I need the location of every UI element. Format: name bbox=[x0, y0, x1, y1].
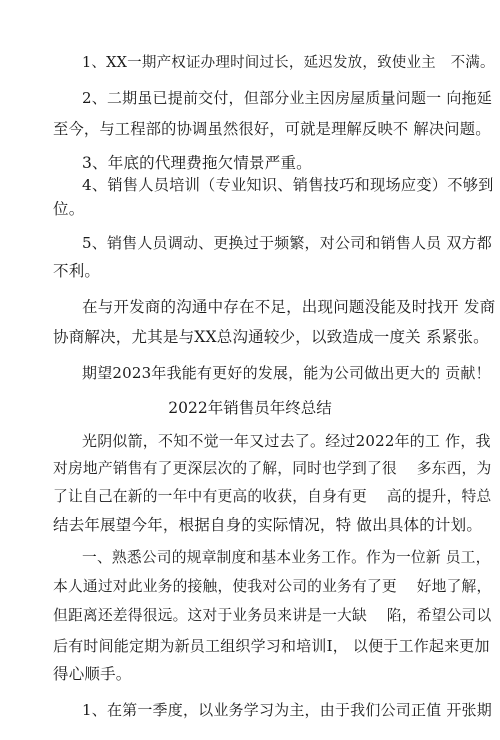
part-one-line-3: 但距离还差得很远。这对于业务员来讲是一大缺 陷，希望公司以 bbox=[53, 607, 492, 624]
issue-3-line: 3、年底的代理费拖欠情景严重。 bbox=[82, 154, 312, 172]
issue-1-line: 1、XX一期产权证办理时间过长，延迟发放，致使业主 不满。 bbox=[82, 55, 495, 71]
part-one-line-2: 本人通过对此业务的接触，使我对公司的业务有了更 好地了解， bbox=[53, 578, 492, 595]
intro-line-1: 光阴似箭，不知不觉一年又过去了。经过2022年的工 作，我 bbox=[82, 432, 491, 450]
part-one-line-4: 后有时间能定期为新员工组织学习和培训I， 以便于工作起来更加 bbox=[53, 637, 490, 655]
part-one-line-1: 一、熟悉公司的规章制度和基本业务工作。作为一位新 员工， bbox=[82, 549, 491, 566]
hope-line: 期望2023年我能有更好的发展，能为公司做出更大的 贡献！ bbox=[82, 364, 491, 382]
intro-line-3: 了让自己在新的一年中有更高的收获，自身有更 高的提升，特总 bbox=[53, 488, 492, 505]
issue-4-line-2: 位。 bbox=[53, 200, 85, 218]
intro-line-2: 对房地产销售有了更深层次的了解，同时也学到了很 多东西，为 bbox=[53, 460, 492, 477]
intro-line-4: 结去年展望今年，根据自身的实际情况，特 做出具体的计划。 bbox=[53, 516, 483, 534]
issue-5-line-1: 5、销售人员调动、更换过于频繁，对公司和销售人员 双方都 bbox=[82, 234, 492, 252]
issue-5-line-2: 不利。 bbox=[53, 262, 101, 280]
issue-2-line-1: 2、二期虽已提前交付，但部分业主因房屋质量问题一 向拖延 bbox=[82, 89, 492, 107]
part-one-line-5: 得心顺手。 bbox=[53, 665, 132, 683]
section-title: 2022年销售员年终总结 bbox=[168, 399, 332, 417]
communication-line-2: 协商解决，尤其是与XX总沟通较少，以致造成一度关 系紧张。 bbox=[53, 328, 489, 346]
issue-4-line-1: 4、销售人员培训（专业知识、销售技巧和现场应变）不够到 bbox=[82, 176, 494, 194]
first-quarter-line: 1、在第一季度，以业务学习为主，由于我们公司正值 开张期 bbox=[82, 701, 492, 719]
communication-line-1: 在与开发商的沟通中存在不足，出现问题没能及时找开 发商 bbox=[82, 298, 496, 316]
issue-2-line-2: 至今，与工程部的协调虽然很好，可就是理解反映不 解决问题。 bbox=[53, 120, 491, 138]
